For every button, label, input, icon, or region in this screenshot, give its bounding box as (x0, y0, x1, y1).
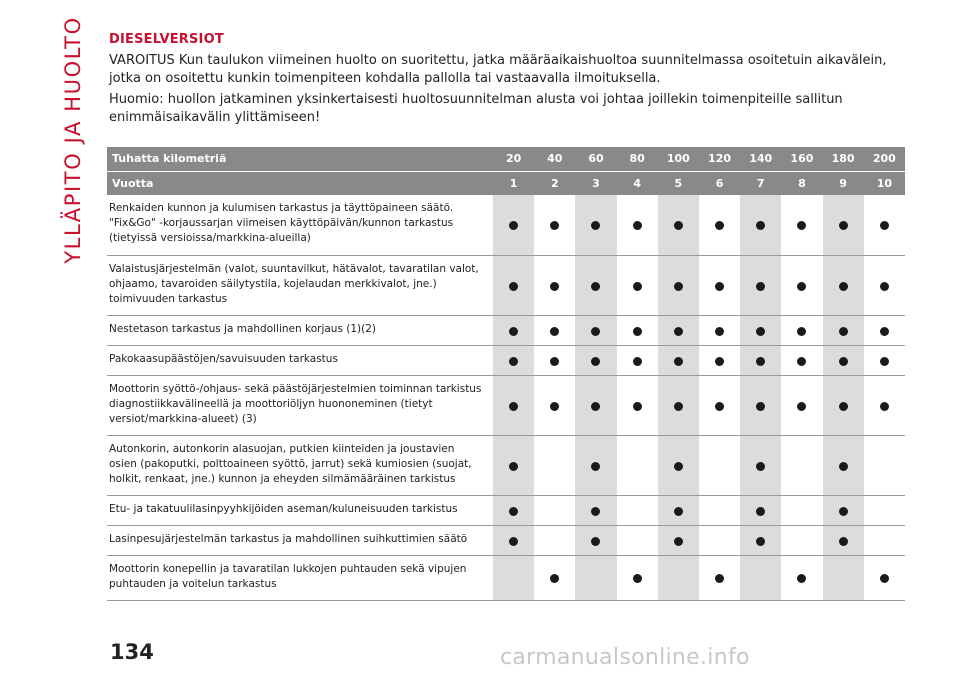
check-dot-icon (839, 402, 848, 411)
check-dot-icon (797, 574, 806, 583)
interval-cell (699, 525, 740, 555)
task-label: Renkaiden kunnon ja kulumisen tarkastus ja täyttöpaineen säätö. "Fix&Go" -korjaussarjan viimeisen käyttöpäivän/kunnon tarkastus (tietyissä versioissa/markkina-alueilla) (109, 202, 454, 245)
interval-cell (864, 435, 905, 495)
interval-cell (781, 315, 822, 345)
interval-cell (699, 195, 740, 255)
check-dot-icon (756, 282, 765, 291)
year-header-cell: 3 (592, 176, 600, 190)
interval-cell (781, 375, 822, 435)
check-dot-icon (880, 282, 889, 291)
check-dot-icon (715, 282, 724, 291)
year-header-cell: 9 (839, 176, 847, 190)
task-label: Nestetason tarkastus ja mahdollinen korjaus (1)(2) (109, 322, 377, 335)
year-header-cell: 5 (674, 176, 683, 190)
interval-cell (823, 555, 864, 600)
interval-cell (864, 195, 905, 255)
check-dot-icon (509, 357, 518, 366)
check-dot-icon (591, 327, 600, 336)
check-dot-icon (509, 282, 518, 291)
interval-cell (534, 345, 575, 375)
check-dot-icon (550, 402, 559, 411)
interval-cell (781, 435, 822, 495)
check-dot-icon (674, 282, 683, 291)
table-row (107, 345, 905, 375)
interval-cell (534, 495, 575, 525)
interval-cell (699, 435, 740, 495)
check-dot-icon (633, 221, 642, 230)
year-header-cell: 2 (550, 176, 559, 190)
interval-cell (658, 495, 699, 525)
interval-cell (823, 375, 864, 435)
interval-cell (658, 315, 699, 345)
interval-cell (864, 315, 905, 345)
check-dot-icon (756, 357, 765, 366)
check-dot-icon (756, 507, 765, 516)
km-header-row (107, 147, 905, 171)
check-dot-icon (550, 327, 559, 336)
maintenance-table-body (107, 195, 905, 600)
interval-cell (617, 435, 658, 495)
check-dot-icon (509, 402, 518, 411)
interval-cell (575, 555, 616, 600)
interval-cell (493, 375, 534, 435)
km-header-cell: 140 (749, 152, 773, 166)
interval-cell (740, 345, 781, 375)
check-dot-icon (756, 402, 765, 411)
side-title-text: YLLÄPITO JA HUOLTO (61, 16, 85, 264)
interval-cell (781, 495, 822, 525)
check-dot-icon (880, 574, 889, 583)
interval-cell (699, 315, 740, 345)
check-dot-icon (880, 402, 889, 411)
interval-cell (493, 345, 534, 375)
check-dot-icon (756, 462, 765, 471)
interval-cell (740, 525, 781, 555)
interval-cell (864, 345, 905, 375)
check-dot-icon (509, 507, 518, 516)
interval-cell (864, 375, 905, 435)
interval-cell (823, 315, 864, 345)
check-dot-icon (591, 402, 600, 411)
check-dot-icon (797, 282, 806, 291)
task-label: Autonkorin, autonkorin alasuojan, putkien kiinteiden ja joustavien osien (pakoputki, polttoaineen syöttö, jarrut) sekä kumiosien (suojat, holkit, renkaat, jne.) kunnon ja eheyden silmämääräinen tarkistus (109, 442, 472, 485)
interval-cell (534, 375, 575, 435)
check-dot-icon (715, 327, 724, 336)
interval-cell (617, 375, 658, 435)
interval-cell (617, 345, 658, 375)
check-dot-icon (550, 221, 559, 230)
check-dot-icon (839, 537, 848, 546)
check-dot-icon (797, 402, 806, 411)
table-row (107, 375, 905, 435)
year-header-row (107, 171, 905, 195)
km-header-cell: 160 (790, 152, 814, 166)
interval-cell (575, 315, 616, 345)
interval-cell (575, 495, 616, 525)
interval-cell (658, 345, 699, 375)
check-dot-icon (797, 357, 806, 366)
check-dot-icon (674, 221, 683, 230)
interval-cell (823, 525, 864, 555)
interval-cell (575, 375, 616, 435)
note-paragraph: Huomio: huollon jatkaminen yksinkertaisesti huoltosuunnitelman alusta voi johtaa joillekin toimenpiteille sallitun enimmäisaikavälin ylittämiseen! (109, 92, 843, 125)
check-dot-icon (674, 327, 683, 336)
task-label: Moottorin konepellin ja tavaratilan lukkojen puhtauden sekä vipujen puhtauden ja voitelun tarkastus (109, 562, 467, 590)
check-dot-icon (633, 282, 642, 291)
year-header-cell: 6 (715, 176, 724, 190)
table-row (107, 315, 905, 345)
check-dot-icon (591, 462, 600, 471)
interval-cell (699, 345, 740, 375)
check-dot-icon (839, 462, 848, 471)
interval-cell (740, 495, 781, 525)
check-dot-icon (880, 221, 889, 230)
interval-cell (493, 525, 534, 555)
check-dot-icon (633, 327, 642, 336)
interval-cell (781, 345, 822, 375)
interval-cell (658, 375, 699, 435)
year-header-label: Vuotta (112, 176, 154, 190)
maintenance-table (107, 147, 905, 601)
year-header-cell: 4 (633, 176, 641, 190)
check-dot-icon (880, 327, 889, 336)
check-dot-icon (756, 537, 765, 546)
interval-cell (658, 255, 699, 315)
table-row (107, 195, 905, 255)
interval-cell (617, 525, 658, 555)
task-label: Moottorin syöttö-/ohjaus- sekä päästöjärjestelmien toiminnan tarkistus diagnostiikkavälineellä ja moottoriöljyn huononeminen (tietyt versiot/markkina-alueet) (3) (109, 382, 482, 425)
interval-cell (658, 195, 699, 255)
interval-cell (864, 525, 905, 555)
interval-cell (534, 435, 575, 495)
interval-cell (740, 375, 781, 435)
check-dot-icon (509, 327, 518, 336)
interval-cell (823, 195, 864, 255)
interval-cell (823, 435, 864, 495)
km-header-cell: 60 (588, 152, 604, 166)
interval-cell (617, 255, 658, 315)
interval-cell (781, 525, 822, 555)
interval-cell (493, 555, 534, 600)
interval-cell (658, 435, 699, 495)
check-dot-icon (509, 537, 518, 546)
table-row (107, 255, 905, 315)
check-dot-icon (633, 574, 642, 583)
km-header-cell: 40 (547, 152, 563, 166)
check-dot-icon (674, 357, 683, 366)
interval-cell (575, 345, 616, 375)
table-row (107, 495, 905, 525)
interval-cell (699, 255, 740, 315)
km-header-cell: 200 (872, 152, 896, 166)
interval-cell (740, 555, 781, 600)
check-dot-icon (591, 221, 600, 230)
section-heading: DIESELVERSIOT (109, 32, 224, 47)
check-dot-icon (591, 537, 600, 546)
check-dot-icon (839, 327, 848, 336)
interval-cell (740, 315, 781, 345)
interval-cell (534, 555, 575, 600)
check-dot-icon (715, 574, 724, 583)
check-dot-icon (839, 221, 848, 230)
interval-cell (534, 195, 575, 255)
check-dot-icon (797, 221, 806, 230)
side-section-title (48, 0, 98, 280)
interval-cell (699, 495, 740, 525)
check-dot-icon (674, 537, 683, 546)
check-dot-icon (756, 221, 765, 230)
check-dot-icon (591, 357, 600, 366)
page-number: 134 (110, 640, 154, 664)
interval-cell (534, 255, 575, 315)
interval-cell (781, 555, 822, 600)
interval-cell (617, 315, 658, 345)
check-dot-icon (715, 402, 724, 411)
km-header-cell: 20 (505, 152, 522, 166)
km-header-cell: 120 (708, 152, 732, 166)
check-dot-icon (591, 507, 600, 516)
check-dot-icon (756, 327, 765, 336)
warning-paragraph: VAROITUS Kun taulukon viimeinen huolto on suoritettu, jatka määräaikaishuoltoa suunnitelmassa osoitetuin aikavälein, jotka on osoitettu kunkin toimenpiteen kohdalla pallolla tai vastaavalla ilmoituksella. (109, 53, 887, 86)
watermark: carmanualsonline.info (500, 645, 750, 670)
interval-cell (617, 195, 658, 255)
check-dot-icon (715, 221, 724, 230)
interval-cell (864, 495, 905, 525)
interval-cell (781, 195, 822, 255)
table-row (107, 555, 905, 600)
interval-cell (658, 555, 699, 600)
interval-cell (575, 255, 616, 315)
interval-cell (823, 345, 864, 375)
task-label: Pakokaasupäästöjen/savuisuuden tarkastus (109, 352, 338, 365)
check-dot-icon (839, 357, 848, 366)
task-label: Etu- ja takatuulilasinpyyhkijöiden aseman/kuluneisuuden tarkistus (109, 502, 458, 515)
check-dot-icon (509, 221, 518, 230)
interval-cell (493, 435, 534, 495)
year-header-cell: 8 (798, 176, 806, 190)
interval-cell (823, 495, 864, 525)
check-dot-icon (715, 357, 724, 366)
check-dot-icon (674, 507, 683, 516)
check-dot-icon (550, 357, 559, 366)
interval-cell (534, 525, 575, 555)
interval-cell (617, 555, 658, 600)
km-header-cell: 80 (629, 152, 645, 166)
task-label: Valaistusjärjestelmän (valot, suuntavilkut, hätävalot, tavaratilan valot, ohjaamo, tavaroiden säilytystila, kojelaudan merkkivalot, jne.) toimivuuden tarkastus (109, 262, 479, 305)
interval-cell (864, 555, 905, 600)
check-dot-icon (591, 282, 600, 291)
check-dot-icon (880, 357, 889, 366)
task-label: Lasinpesujärjestelmän tarkastus ja mahdollinen suihkuttimien säätö (109, 532, 468, 545)
interval-cell (699, 375, 740, 435)
interval-cell (740, 435, 781, 495)
check-dot-icon (550, 574, 559, 583)
check-dot-icon (509, 462, 518, 471)
interval-cell (575, 195, 616, 255)
interval-cell (493, 195, 534, 255)
table-row (107, 525, 905, 555)
check-dot-icon (674, 402, 683, 411)
interval-cell (493, 495, 534, 525)
interval-cell (823, 255, 864, 315)
km-header-label: Tuhatta kilometriä (112, 152, 227, 166)
interval-cell (575, 525, 616, 555)
interval-cell (658, 525, 699, 555)
interval-cell (534, 315, 575, 345)
interval-cell (740, 255, 781, 315)
check-dot-icon (797, 327, 806, 336)
interval-cell (493, 255, 534, 315)
check-dot-icon (674, 462, 683, 471)
interval-cell (781, 255, 822, 315)
check-dot-icon (839, 507, 848, 516)
interval-cell (740, 195, 781, 255)
year-header-cell: 1 (509, 176, 518, 190)
interval-cell (864, 255, 905, 315)
km-header-cell: 180 (831, 152, 855, 166)
year-header-cell: 10 (876, 176, 892, 190)
check-dot-icon (550, 282, 559, 291)
interval-cell (617, 495, 658, 525)
check-dot-icon (633, 357, 642, 366)
check-dot-icon (839, 282, 848, 291)
interval-cell (699, 555, 740, 600)
check-dot-icon (633, 402, 642, 411)
year-header-cell: 7 (756, 176, 765, 190)
interval-cell (575, 435, 616, 495)
interval-cell (493, 315, 534, 345)
table-row (107, 435, 905, 495)
km-header-cell: 100 (666, 152, 690, 166)
